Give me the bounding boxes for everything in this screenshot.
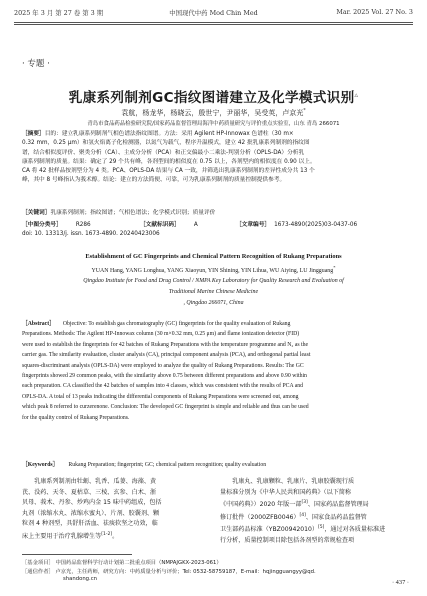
body-line: 乳康丸、乳康颗粒、乳康片、乳康胶囊现行质 bbox=[232, 478, 355, 485]
body-column-right bbox=[220, 477, 410, 547]
doi: doi: 10. 13313/j. issn. 1673-4890. 20240423006 bbox=[22, 231, 160, 237]
author-list bbox=[0, 108, 427, 118]
keywords-cn-text: 乳康系列制剂；指纹图谱；气相色谱法；化学模式识别；质量评价 bbox=[50, 210, 216, 216]
abstract-cn-line: ［摘要］目的：建立乳康系列制剂气相色谱法指纹图谱。方法：采用 Agilent HP-Innowax 色谱柱（30 m× bbox=[22, 131, 294, 137]
abstract-en-label: ［Abstract］ bbox=[22, 321, 55, 327]
footnote-email-cont: shandong.cn bbox=[63, 576, 97, 582]
body-line: 卫生部药品标准（YBZ00942010）[5]，通过对各质量标准进 bbox=[220, 525, 386, 534]
body-column-left bbox=[22, 477, 212, 543]
header-rule bbox=[14, 22, 413, 23]
citation-ref: [1-2] bbox=[101, 531, 113, 537]
affiliation bbox=[0, 119, 427, 127]
abstract-en-line: squares-discriminant analysis (OPLS-DA) were employed to analyze the quality of Rukang Preparations. Results: The GC bbox=[22, 362, 304, 369]
page-number: · 437 · bbox=[391, 579, 409, 586]
body-line: 乳康系列制剂由牡蛎、乳香、瓜蒌、海藻、黄 bbox=[34, 478, 157, 485]
abstract-cn-line: 峰，其中 8 号峰指认为莪术醇。结论：建立的方法简便、可靠，可为乳康系列制剂的质量控制提供参考。 bbox=[22, 177, 286, 184]
author-names: 袁航，杨龙华，杨晓云，殷世宁，尹丽华，吴受英，卢京光 bbox=[121, 109, 304, 117]
document-code: ［文献标识码］ A bbox=[140, 222, 198, 228]
citation-ref: [3] bbox=[301, 500, 308, 506]
corresponding-mark: * bbox=[303, 108, 306, 114]
body-line: 粒剂 4 种剂型，具舒肝活血、祛痰软坚之功效，临 bbox=[22, 520, 158, 528]
header-rule-thin bbox=[14, 24, 413, 25]
abstract-en-line: OPLS-DA. A total of 13 peaks indicating the differential components of Rukang Preparations were screened out, among bbox=[22, 393, 299, 400]
abstract-cn-label: ［摘要］ bbox=[22, 131, 45, 137]
header-issue: 2025 年 3 月 第 27 卷 第 3 期 bbox=[14, 9, 104, 17]
abstract-en-line: for the quality control of Rukang Preparations. bbox=[22, 414, 130, 421]
abstract-cn bbox=[22, 130, 408, 186]
keywords-cn bbox=[22, 207, 408, 216]
body-line: 丸剂（浓缩水丸、浓缩水蜜丸）、片剂、胶囊剂、颗 bbox=[22, 509, 160, 517]
abstract-en-line: which peak 8 referred to curzerenone. Conclusion: The developed GC fingerprint is simple and reliable and thus can be used bbox=[22, 404, 309, 411]
article-title-text: 乳康系列制剂GC指纹图谱建立及化学模式识别 bbox=[68, 90, 355, 106]
footnote-funding: ［基金项目］ 中国药品监督科学行动计划第二批重点项目（NMPAJGKX-2023-061） bbox=[22, 560, 222, 566]
section-tag bbox=[22, 57, 50, 69]
section-label: · 专题 · bbox=[22, 59, 50, 69]
body-line: 芪、没药、天冬、夏枯草、三棱、玄参、白术、浙 bbox=[22, 488, 157, 496]
body-line: 行分析，质量控制项目除包括各剂型的常规检查项 bbox=[220, 537, 355, 545]
header-journal: 中国现代中药 Mod Chin Med bbox=[169, 9, 258, 17]
clc-number: ［中图分类号］ R286 bbox=[22, 222, 91, 228]
english-affiliation-line: , Qingdao 266071, China bbox=[183, 300, 244, 306]
abstract-en-line: ［Abstract］ Objective: To establish gas chromatography (GC) fingerprints for the quality evaluation of Rukang bbox=[22, 321, 291, 327]
english-affiliation-line: Traditional Marine Chinese Medicine bbox=[168, 289, 259, 295]
header-volume: Mar. 2025 Vol. 27 No. 3 bbox=[336, 8, 413, 16]
english-authors: YUAN Hang, YANG Longhua, YANG Xiaoyun, YIN Shining, YIN Lihua, WU Aiying, LU Jingguang* bbox=[91, 265, 336, 274]
keywords-en bbox=[22, 459, 408, 468]
abstract-en bbox=[22, 319, 408, 423]
body-line: 床上主要用于治疗乳腺增生等[1-2]。 bbox=[22, 531, 119, 540]
abstract-en-line: Preparations. Methods: The Agilent HP-Innowax column (30 m×0.32 mm, 0.25 μm) and flame ionization detector (FID) bbox=[22, 331, 300, 338]
article-title bbox=[0, 86, 427, 106]
abstract-en-line: fingerprints showed 29 common peaks, with the similarity above 0.75 between different preparations and above 0.90 within bbox=[22, 373, 307, 380]
keywords-en-label: ［Keywords］ bbox=[22, 462, 59, 468]
abstract-cn-line: 谱，结合相似度评价、聚类分析（CA）、主成分分析（PCA）和正交偏最小二乘法-判别分析（OPLS-DA）分析乳 bbox=[22, 149, 305, 156]
running-header bbox=[14, 8, 413, 20]
abstract-en-line: were used to establish the fingerprints for 42 batches of Rukang Preparations with the temperature programme and N₂ as the bbox=[22, 341, 309, 348]
abstract-cn-line: 0.32 mm，0.25 μm）和氢火焰离子化检测器，以氮气为载气，程序升温模式，建立 42 批乳康系列制剂的指纹图 bbox=[22, 140, 310, 147]
footnote-correspondence: ［通信作者］ 卢京光，主任药师，研究方向：中药质量分析与评价；Tel: 0532-58759187，E-mail：hqjingguangyy@qd. bbox=[22, 569, 316, 575]
body-line: 贝母、莪术、丹参、炒鸡内金 15 味中药组成，包括 bbox=[22, 499, 162, 507]
body-line: 量标准分别为《中华人民共和国药典》（以下简称 bbox=[220, 488, 352, 496]
english-corresponding-mark: * bbox=[333, 265, 336, 270]
abstract-cn-line: 康系列制剂的质量。结果：确定了 29 个共有峰，各剂型间的相似度在 0.75 以上，各剂型内的相似度在 0.90 以上。 bbox=[22, 158, 316, 165]
citation-ref: [5] bbox=[317, 525, 325, 531]
abstract-en-line: each preparation. CA classified the 42 batches of samples into 4 classes, which was consistent with the results of PCA and bbox=[22, 383, 304, 390]
body-line: 修订批件（2000ZFB0046）[4]、国家食品药品监督管 bbox=[220, 512, 367, 521]
citation-ref: [4] bbox=[299, 512, 306, 518]
abstract-en-line: carrier gas. The similarity evaluation, cluster analysis (CA), principal component analysis (PCA), and orthogonal partial least bbox=[22, 352, 311, 359]
english-affiliation-line: Qingdao Institute for Food and Drug Control / NMPA Key Laboratory for Quality Research and Evaluation of bbox=[83, 278, 344, 284]
abstract-cn-line: CA 将 42 批样品按剂型分为 4 类。PCA、OPLS-DA 结果与 CA 一致，并筛选出乳康系列制剂的差异性成分共 13 个 bbox=[22, 168, 315, 175]
affiliation-text: 青岛市食品药品检验研究院/国家药品监督管理局海洋中药质量研究与评价重点实验室，山东 青岛 266071 bbox=[87, 121, 340, 127]
title-footnote-mark: △ bbox=[354, 93, 359, 99]
keywords-cn-label: ［关键词］ bbox=[22, 210, 51, 216]
english-title: Establishment of GC Fingerprints and Chemical Pattern Recognition of Rukang Preparations bbox=[85, 253, 342, 260]
body-line: 《中国药典》）2020 年版一部[3]、国家药品监督管理局 bbox=[220, 500, 369, 509]
article-number: ［文章编号］ 1673-4890(2025)03-0437-06 bbox=[236, 222, 358, 228]
keywords-en-text: Rukang Preparation; fingerprint; GC; chemical pattern recognition; quality evaluation bbox=[68, 462, 267, 468]
footnote-rule bbox=[22, 554, 132, 555]
